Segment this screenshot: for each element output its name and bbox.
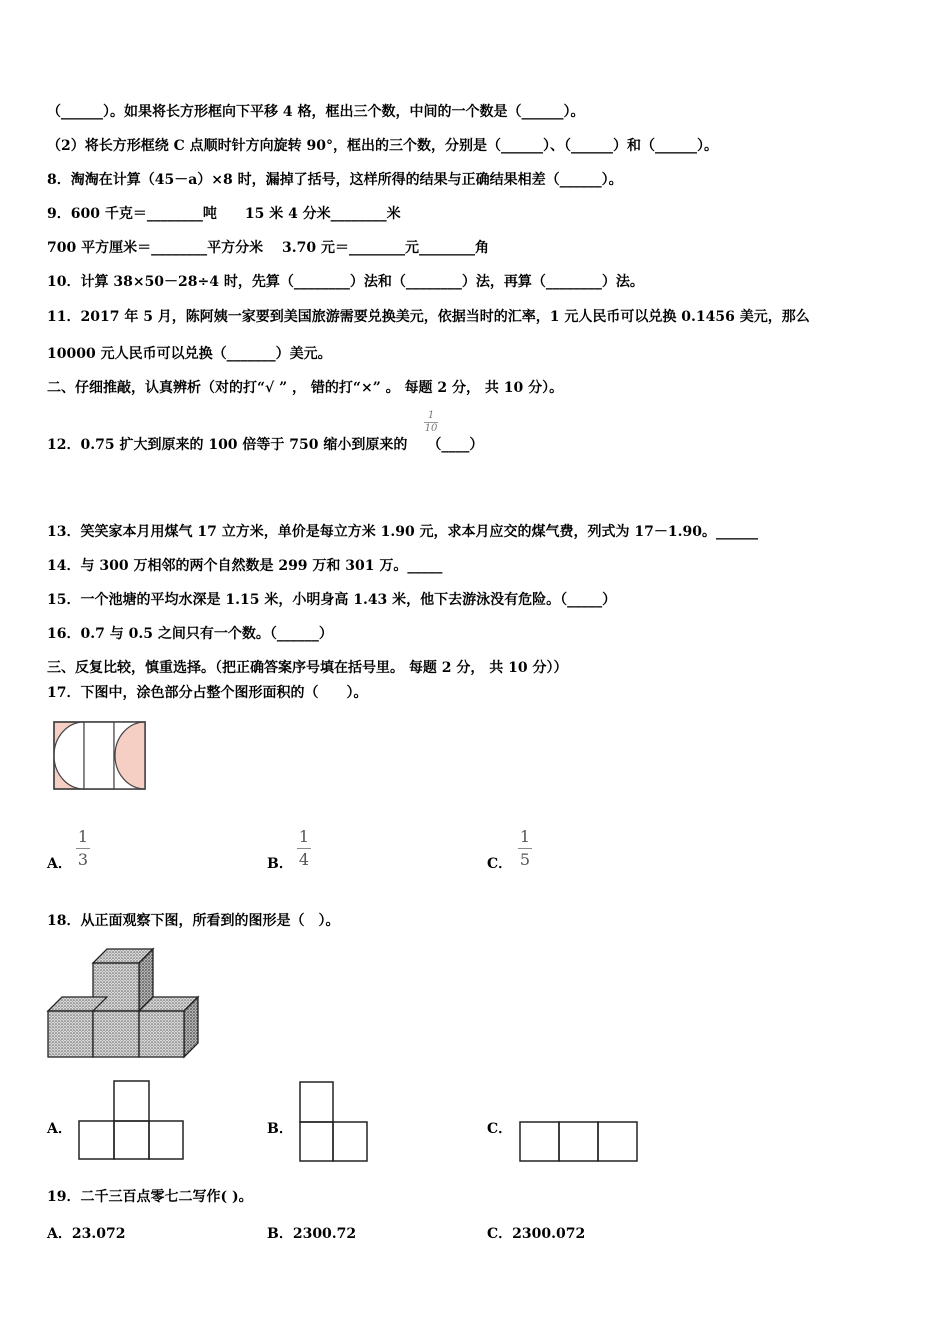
question-14: 14．与 300 万相邻的两个自然数是 299 万和 301 万。_____ [47,558,443,574]
question-13: 13．笑笑家本月用煤气 17 立方米，单价是每立方米 1.90 元，求本月应交的煤气费，列式为 17－1.90。______ [47,524,759,540]
question-16: 16．0.7 与 0.5 之间只有一个数。（______） [47,626,333,642]
text-line-2: （2）将长方形框绕 C 点顺时针方向旋转 90°，框出的三个数，分别是（______）、（______）和（______）。 [47,138,718,154]
section-2-heading: 二、仔细推敲，认真辨析（对的打“√ ” ， 错的打“×” 。 每题 2 分， 共 10 分）。 [47,380,564,396]
fraction-denominator: 3 [77,850,89,869]
question-19: 19．二千三百点零七二写作( )。 [47,1189,253,1205]
fraction-denominator: 10 [424,423,438,434]
q19-option-a: A．23.072 [47,1226,126,1242]
question-12 [47,436,483,454]
q17-option-b-label: B． [267,856,293,872]
question-12-fraction [424,411,438,434]
q18-option-b-label: B． [267,1121,293,1137]
q17-option-b-fraction [297,828,311,869]
q18-option-b-shape [298,1080,370,1164]
q18-option-c-shape [518,1120,640,1164]
text-line-1: （______）。如果将长方形框向下平移 4 格，框出三个数，中间的一个数是（______）。 [47,104,585,120]
q17-option-c-fraction [518,828,532,869]
question-12-text: 12．0.75 扩大到原来的 100 倍等于 750 缩小到原来的 [47,437,408,453]
fraction-denominator: 5 [519,850,531,869]
section-3-heading: 三、反复比较，慎重选择。（把正确答案序号填在括号里。 每题 2 分， 共 10 分）） [47,660,568,676]
question-18: 18．从正面观察下图，所看到的图形是（ ）。 [47,913,340,929]
q18-option-c-label: C． [487,1121,513,1137]
q18-option-a-shape [77,1080,185,1162]
q18-option-a-label: A． [47,1121,72,1137]
question-11-line1: 11．2017 年 5 月，陈阿姨一家要到美国旅游需要兑换美元，依据当时的汇率，1 元人民币可以兑换 0.1456 美元，那么 [47,309,810,325]
q17-figure [53,721,147,791]
question-10: 10．计算 38×50－28÷4 时，先算（________）法和（________）法，再算（________）法。 [47,274,644,290]
question-8: 8．淘淘在计算（45－a）×8 时，漏掉了括号，这样所得的结果与正确结果相差（______）。 [47,172,623,188]
q17-option-a-label: A． [47,856,72,872]
q17-option-c-label: C． [487,856,513,872]
q18-cube-figure [46,945,206,1060]
fraction-numerator: 1 [427,410,435,421]
question-15: 15．一个池塘的平均水深是 1.15 米，小明身高 1.43 米，他下去游泳没有危险。（_____） [47,592,617,608]
q19-option-b: B．2300.72 [267,1226,357,1242]
question-11-line2: 10000 元人民币可以兑换（_______）美元。 [47,346,332,362]
fraction-numerator: 1 [77,827,89,846]
fraction-numerator: 1 [298,827,310,846]
fraction-denominator: 4 [298,850,310,869]
question-17: 17．下图中，涂色部分占整个图形面积的（ ）。 [47,685,368,701]
fraction-numerator: 1 [519,827,531,846]
question-9-part1: 9．600 千克＝________吨 15 米 4 分米________米 [47,206,401,222]
question-12-blank: （____） [427,437,484,453]
question-9-part2: 700 平方厘米＝________平方分米 3.70 元＝________元________角 [47,240,489,256]
q17-option-a-fraction [76,828,90,869]
q19-option-c: C．2300.072 [487,1226,586,1242]
